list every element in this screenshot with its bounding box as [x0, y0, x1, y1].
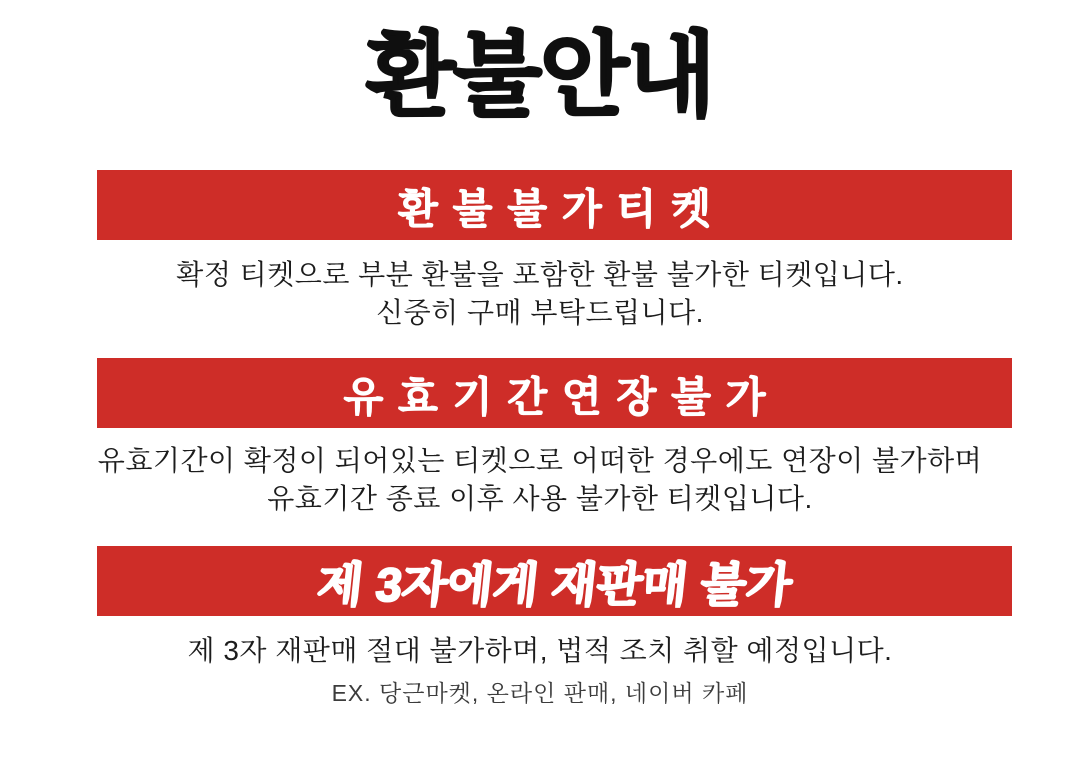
no-extension-description-line-2: 유효기간 종료 이후 사용 불가한 티켓입니다. [267, 483, 813, 514]
no-extension-description-line-1: 유효기간이 확정이 되어있는 티켓으로 어떠한 경우에도 연장이 불가하며 [97, 445, 983, 476]
banner-nonrefundable-ticket-label: 환불불가티켓 [398, 185, 726, 232]
section-nonrefundable-ticket [0, 170, 1080, 332]
section-no-resale [0, 546, 1080, 708]
banner-nonrefundable-ticket [97, 170, 1012, 240]
banner-no-third-party-resale-label: 제 3자에게 재판매 불가 [314, 557, 794, 611]
banner-no-validity-extension-label: 유효기간연장불가 [343, 373, 781, 420]
page-title: 환불안내 [366, 25, 714, 127]
resale-examples-note: EX. 당근마켓, 온라인 판매, 네이버 카페 [331, 680, 749, 706]
nonrefundable-description-line-1: 확정 티켓으로 부분 환불을 포함한 환불 불가한 티켓입니다. [176, 259, 904, 290]
nonrefundable-description-line-2: 신중히 구매 부탁드립니다. [376, 297, 704, 328]
banner-no-validity-extension [97, 358, 1012, 428]
no-extension-description [0, 442, 1080, 518]
no-resale-description-line-1: 제 3자 재판매 절대 불가하며, 법적 조치 취할 예정입니다. [187, 635, 893, 666]
section-no-extension [0, 358, 1080, 518]
banner-no-third-party-resale [97, 546, 1012, 616]
no-resale-description [0, 632, 1080, 708]
nonrefundable-description [0, 256, 1080, 332]
